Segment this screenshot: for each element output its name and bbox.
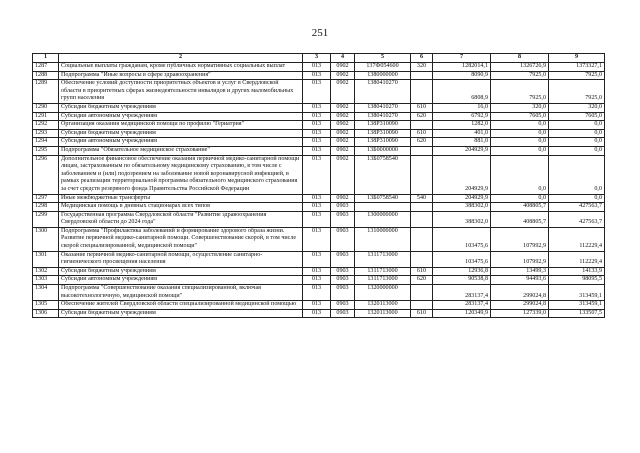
code-section: 0902 [331, 129, 355, 138]
row-number: 1290 [33, 103, 59, 112]
code-type: 610 [411, 309, 433, 318]
value-2021: 90538,8 [433, 276, 491, 285]
code-target: 138P310090 [355, 129, 411, 138]
table-row [33, 155, 605, 194]
code-admin: 013 [303, 251, 331, 267]
value-2021: 12936,8 [433, 267, 491, 276]
table-row [33, 309, 605, 318]
value-2021: 204929,9 [433, 155, 491, 194]
value-2023: 0,0 [549, 155, 605, 194]
code-admin: 013 [303, 155, 331, 194]
row-name: Иные межбюджетные трансферты [59, 194, 303, 203]
code-type: 610 [411, 103, 433, 112]
row-name: Субсидии бюджетным учреждениям [59, 103, 303, 112]
value-2023: 0,0 [549, 138, 605, 147]
budget-table [32, 53, 605, 318]
code-target: 1380410270 [355, 112, 411, 121]
col-header: 6 [411, 54, 433, 63]
value-2023: 7925,0 [549, 80, 605, 104]
table-row [33, 80, 605, 104]
code-admin: 013 [303, 203, 331, 212]
code-section: 0902 [331, 112, 355, 121]
table-row [33, 203, 605, 212]
value-2022: 408805,7 [491, 211, 549, 227]
row-number: 1295 [33, 146, 59, 155]
value-2021: 6808,9 [433, 80, 491, 104]
table-row [33, 301, 605, 310]
value-2022: 1326726,9 [491, 63, 549, 72]
code-section: 0902 [331, 71, 355, 80]
code-type [411, 80, 433, 104]
value-2021: 283137,4 [433, 301, 491, 310]
value-2023: 7605,0 [549, 112, 605, 121]
header-row [33, 54, 605, 63]
code-admin: 013 [303, 285, 331, 301]
code-type: 610 [411, 129, 433, 138]
row-number: 1298 [33, 203, 59, 212]
code-type: 610 [411, 267, 433, 276]
value-2022: 299024,8 [491, 301, 549, 310]
code-target: 1380410270 [355, 80, 411, 104]
value-2023: 0,0 [549, 146, 605, 155]
page-number: 251 [311, 27, 329, 39]
value-2022: 0,0 [491, 121, 549, 130]
row-number: 1304 [33, 285, 59, 301]
row-name: Субсидии автономным учреждениям [59, 138, 303, 147]
code-type [411, 301, 433, 310]
table-row [33, 227, 605, 251]
value-2023: 98095,5 [549, 276, 605, 285]
code-type: 620 [411, 276, 433, 285]
code-admin: 013 [303, 112, 331, 121]
code-admin: 013 [303, 103, 331, 112]
row-name: Субсидии автономным учреждениям [59, 276, 303, 285]
code-target: 137Ф054600 [355, 63, 411, 72]
row-name: Медицинская помощь в дневных стационарах всех типов [59, 203, 303, 212]
code-target: 138P310090 [355, 138, 411, 147]
row-name: Субсидии бюджетным учреждениям [59, 267, 303, 276]
code-section: 0903 [331, 203, 355, 212]
col-header: 8 [491, 54, 549, 63]
row-name: Подпрограмма "Совершенствование оказания специализированной, включая высокотехнологичную, медицинской помощи" [59, 285, 303, 301]
value-2023: 313459,1 [549, 301, 605, 310]
value-2022: 107992,9 [491, 251, 549, 267]
value-2021: 388302,0 [433, 211, 491, 227]
value-2022: 0,0 [491, 138, 549, 147]
value-2022: 320,0 [491, 103, 549, 112]
code-target [355, 203, 411, 212]
row-name: Оказание первичной медико-санитарной помощи, осуществление санитарно-гигиенического просвещения населения [59, 251, 303, 267]
code-target: 1300000000 [355, 211, 411, 227]
value-2021: 16,0 [433, 103, 491, 112]
value-2021: 881,0 [433, 138, 491, 147]
value-2023: 427563,7 [549, 203, 605, 212]
row-number: 1288 [33, 71, 59, 80]
code-section: 0903 [331, 276, 355, 285]
code-type [411, 227, 433, 251]
row-number: 1303 [33, 276, 59, 285]
code-admin: 013 [303, 129, 331, 138]
row-number: 1300 [33, 227, 59, 251]
row-name: Субсидии бюджетным учреждениям [59, 129, 303, 138]
code-section: 0903 [331, 227, 355, 251]
value-2022: 7605,0 [491, 112, 549, 121]
code-section: 0903 [331, 267, 355, 276]
code-target: 138P310090 [355, 121, 411, 130]
row-name: Подпрограмма "Иные вопросы в сфере здравоохранения" [59, 71, 303, 80]
table-row [33, 121, 605, 130]
code-section: 0902 [331, 103, 355, 112]
code-section: 0902 [331, 138, 355, 147]
code-section: 0903 [331, 211, 355, 227]
value-2023: 1373327,1 [549, 63, 605, 72]
code-section: 0902 [331, 155, 355, 194]
value-2023: 112229,4 [549, 227, 605, 251]
code-type: 620 [411, 138, 433, 147]
code-type [411, 71, 433, 80]
value-2023: 14133,9 [549, 267, 605, 276]
code-section: 0903 [331, 251, 355, 267]
code-admin: 013 [303, 80, 331, 104]
table-row [33, 138, 605, 147]
code-type [411, 251, 433, 267]
code-target: 1310000000 [355, 227, 411, 251]
value-2023: 313459,1 [549, 285, 605, 301]
col-header: 4 [331, 54, 355, 63]
row-name: Обеспечение жителей Свердловской области специализированной медицинской помощью [59, 301, 303, 310]
row-number: 1292 [33, 121, 59, 130]
code-section: 0902 [331, 146, 355, 155]
value-2022: 94493,6 [491, 276, 549, 285]
value-2022: 0,0 [491, 129, 549, 138]
table-row [33, 129, 605, 138]
row-number: 1306 [33, 309, 59, 318]
code-target: 13Б0000000 [355, 146, 411, 155]
row-number: 1301 [33, 251, 59, 267]
value-2022: 0,0 [491, 194, 549, 203]
row-name: Дополнительное финансовое обеспечение оказания первичной медико-санитарной помощи лицам, застрахованным по обязательному медицинскому страхованию, в том числе с заболеванием и (или) подозрением на заболевание новой коронавирусной инфекцией, в рамках реализации территориальной программы обязательного медицинского страхования за счет средств резервного фонда Правительства Российской Федерации [59, 155, 303, 194]
value-2023: 320,0 [549, 103, 605, 112]
code-type: 620 [411, 112, 433, 121]
row-name: Социальные выплаты гражданам, кроме публичных нормативных социальных выплат [59, 63, 303, 72]
value-2022: 0,0 [491, 146, 549, 155]
row-name: Государственная программа Свердловской области "Развитие здравоохранения Свердловской области до 2024 года" [59, 211, 303, 227]
row-number: 1289 [33, 80, 59, 104]
row-number: 1305 [33, 301, 59, 310]
code-type [411, 285, 433, 301]
value-2022: 13499,3 [491, 267, 549, 276]
value-2022: 408805,7 [491, 203, 549, 212]
row-name: Организация оказания медицинской помощи по профилю "Гериатрия" [59, 121, 303, 130]
row-name: Подпрограмма "Профилактика заболеваний и формирование здорового образа жизни. Развитие первичной медико-санитарной помощи. Совершенствование скорой, в том числе скорой специализированной, медицинской помощи" [59, 227, 303, 251]
value-2021: 388302,0 [433, 203, 491, 212]
code-admin: 013 [303, 227, 331, 251]
table-row [33, 71, 605, 80]
code-target: 1380000000 [355, 71, 411, 80]
value-2023: 133507,5 [549, 309, 605, 318]
code-target: 1311713000 [355, 251, 411, 267]
table-row [33, 267, 605, 276]
value-2021: 283137,4 [433, 285, 491, 301]
value-2022: 107992,9 [491, 227, 549, 251]
code-target: 1311713000 [355, 276, 411, 285]
table-row [33, 276, 605, 285]
row-number: 1291 [33, 112, 59, 121]
row-name: Обеспечение условий доступности приоритетных объектов и услуг в Свердловской области в приоритетных сферах жизнедеятельности инвалидов и других маломобильных групп населения [59, 80, 303, 104]
value-2021: 6792,9 [433, 112, 491, 121]
code-admin: 013 [303, 309, 331, 318]
row-number: 1287 [33, 63, 59, 72]
code-target: 1311713000 [355, 267, 411, 276]
code-section: 0903 [331, 301, 355, 310]
code-target: 1320113000 [355, 309, 411, 318]
value-2021: 120349,9 [433, 309, 491, 318]
row-number: 1299 [33, 211, 59, 227]
col-header: 2 [59, 54, 303, 63]
code-admin: 013 [303, 211, 331, 227]
value-2021: 204929,9 [433, 194, 491, 203]
code-admin: 013 [303, 276, 331, 285]
code-type: 320 [411, 63, 433, 72]
table-row [33, 112, 605, 121]
value-2021: 8090,9 [433, 71, 491, 80]
code-type: 540 [411, 194, 433, 203]
code-target: 1320113000 [355, 301, 411, 310]
table-row [33, 251, 605, 267]
row-name: Подпрограмма "Обязательное медицинское страхование" [59, 146, 303, 155]
value-2022: 7925,0 [491, 71, 549, 80]
code-target: 13Б0758540 [355, 194, 411, 203]
code-section: 0902 [331, 121, 355, 130]
table-row [33, 194, 605, 203]
value-2023: 0,0 [549, 194, 605, 203]
row-number: 1294 [33, 138, 59, 147]
code-type [411, 121, 433, 130]
value-2021: 401,0 [433, 129, 491, 138]
col-header: 1 [33, 54, 59, 63]
code-type [411, 203, 433, 212]
value-2022: 299024,8 [491, 285, 549, 301]
col-header: 5 [355, 54, 411, 63]
code-type [411, 155, 433, 194]
value-2023: 427563,7 [549, 211, 605, 227]
value-2021: 103475,6 [433, 227, 491, 251]
value-2021: 1282,0 [433, 121, 491, 130]
value-2022: 7925,0 [491, 80, 549, 104]
row-number: 1302 [33, 267, 59, 276]
code-section: 0903 [331, 309, 355, 318]
code-admin: 013 [303, 146, 331, 155]
value-2021: 103475,6 [433, 251, 491, 267]
table-row [33, 146, 605, 155]
code-admin: 013 [303, 301, 331, 310]
code-admin: 013 [303, 63, 331, 72]
value-2023: 0,0 [549, 129, 605, 138]
code-section: 0903 [331, 285, 355, 301]
row-number: 1293 [33, 129, 59, 138]
row-number: 1296 [33, 155, 59, 194]
value-2022: 127339,0 [491, 309, 549, 318]
table-row [33, 285, 605, 301]
code-type [411, 146, 433, 155]
code-target: 13Б0758540 [355, 155, 411, 194]
value-2023: 7925,0 [549, 71, 605, 80]
value-2021: 204929,9 [433, 146, 491, 155]
code-admin: 013 [303, 267, 331, 276]
table-row [33, 211, 605, 227]
table-row [33, 63, 605, 72]
table-row [33, 103, 605, 112]
code-section: 0902 [331, 80, 355, 104]
code-target: 1380410270 [355, 103, 411, 112]
row-name: Субсидии бюджетным учреждениям [59, 309, 303, 318]
code-admin: 013 [303, 121, 331, 130]
value-2023: 112229,4 [549, 251, 605, 267]
value-2021: 1282014,1 [433, 63, 491, 72]
code-section: 0902 [331, 63, 355, 72]
code-admin: 013 [303, 71, 331, 80]
col-header: 7 [433, 54, 491, 63]
code-target: 1320000000 [355, 285, 411, 301]
col-header: 3 [303, 54, 331, 63]
row-number: 1297 [33, 194, 59, 203]
code-admin: 013 [303, 138, 331, 147]
code-admin: 013 [303, 194, 331, 203]
code-section: 0902 [331, 194, 355, 203]
col-header: 9 [549, 54, 605, 63]
row-name: Субсидии автономным учреждениям [59, 112, 303, 121]
code-type [411, 211, 433, 227]
value-2022: 0,0 [491, 155, 549, 194]
value-2023: 0,0 [549, 121, 605, 130]
